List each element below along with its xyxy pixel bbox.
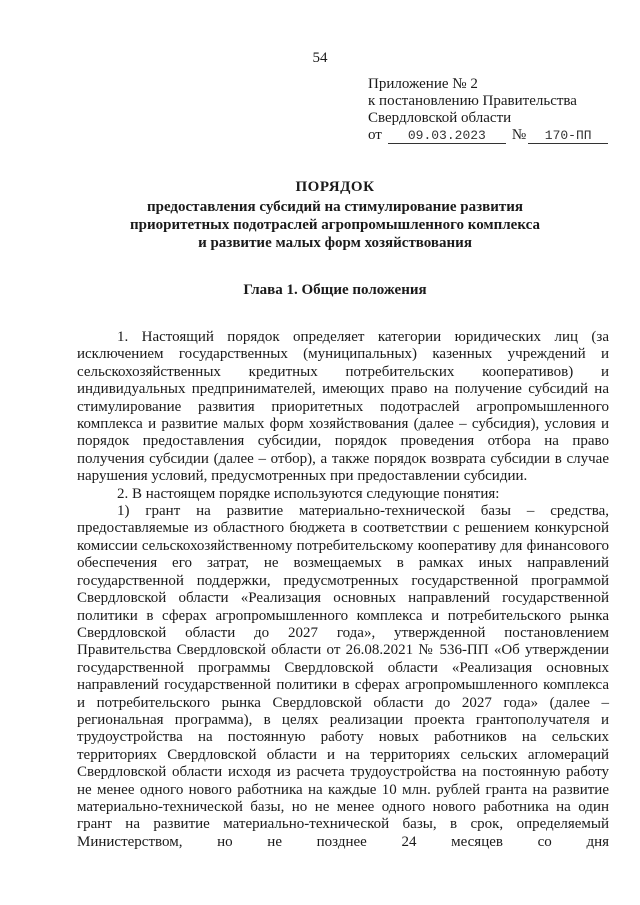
document-body (77, 329, 609, 851)
appendix-title: Приложение № 2 (368, 76, 478, 92)
appendix-block (368, 76, 628, 144)
from-label: от (368, 127, 382, 143)
title-line-2: приоритетных подотраслей агропромышленного комплекса (130, 217, 540, 233)
appendix-date-number (368, 127, 628, 144)
document-title (40, 178, 630, 252)
resolution-number: 170-ПП (528, 129, 608, 144)
chapter-heading: Глава 1. Общие положения (243, 282, 427, 298)
title-line-3: и развитие малых форм хозяйствования (198, 235, 472, 251)
paragraph-2: 2. В настоящем порядке используются следующие понятия: (117, 485, 500, 502)
resolution-date: 09.03.2023 (388, 129, 506, 144)
appendix-region: Свердловской области (368, 110, 512, 126)
page-number: 54 (312, 50, 328, 66)
number-label: № (511, 127, 527, 143)
title-main: ПОРЯДОК (295, 179, 375, 195)
title-line-1: предоставления субсидий на стимулирование развития (146, 199, 524, 215)
paragraph-1: 1. Настоящий порядок определяет категории юридических лиц (за исключением государственных (муниципальных) казенных учреждений и сельскохозяйственных кредитных потребительских кооперативов) и индивидуальных предпринимателей, имеющих право на получение субсидий на стимулирование развития приоритетных подотраслей агропромышленного комплекса и развитие малых форм хозяйствования (далее – субсидия), условия и порядок предоставления субсидии, порядок проведения отбора на право получения субсидии (далее – отбор), а также порядок возврата субсидии в случае нарушения условий, предусмотренных при предоставлении субсидии. (77, 329, 609, 485)
paragraph-3: 1) грант на развитие материально-технической базы – средства, предоставляемые из областного бюджета в соответствии с решением конкурсной комиссии сельскохозяйственному потребительскому кооперативу для финансового обеспечения его затрат, не возмещаемых в рамках иных направлений государственной поддержки, предусмотренных государственной программой Свердловской области «Реализация основных направлений государственной политики в сферах агропромышленного комплекса и потребительского рынка Свердловской области до 2027 года», утвержденной постановлением Правительства Свердловской области от 26.08.2021 № 536-ПП «Об утверждении государственной программы Свердловской области «Реализация основных направлений государственной политики в сферах агропромышленного комплекса и потребительского рынка Свердловской области до 2027 года» (далее – региональная программа), в целях реализации проекта грантополучателя и трудоустройства на постоянную работу новых работников на сельских территориях Свердловской области и на территориях сельских агломераций Свердловской области исходя из расчета трудоустройства на постоянную работу не менее одного нового работника на каждые 10 млн. рублей гранта на развитие материально-технической базы, но не менее одного нового работника на один грант на развитие материально-технической базы, в срок, определяемый Министерством, но не позднее 24 месяцев со дня (77, 503, 609, 850)
appendix-resolution: к постановлению Правительства (368, 93, 577, 109)
